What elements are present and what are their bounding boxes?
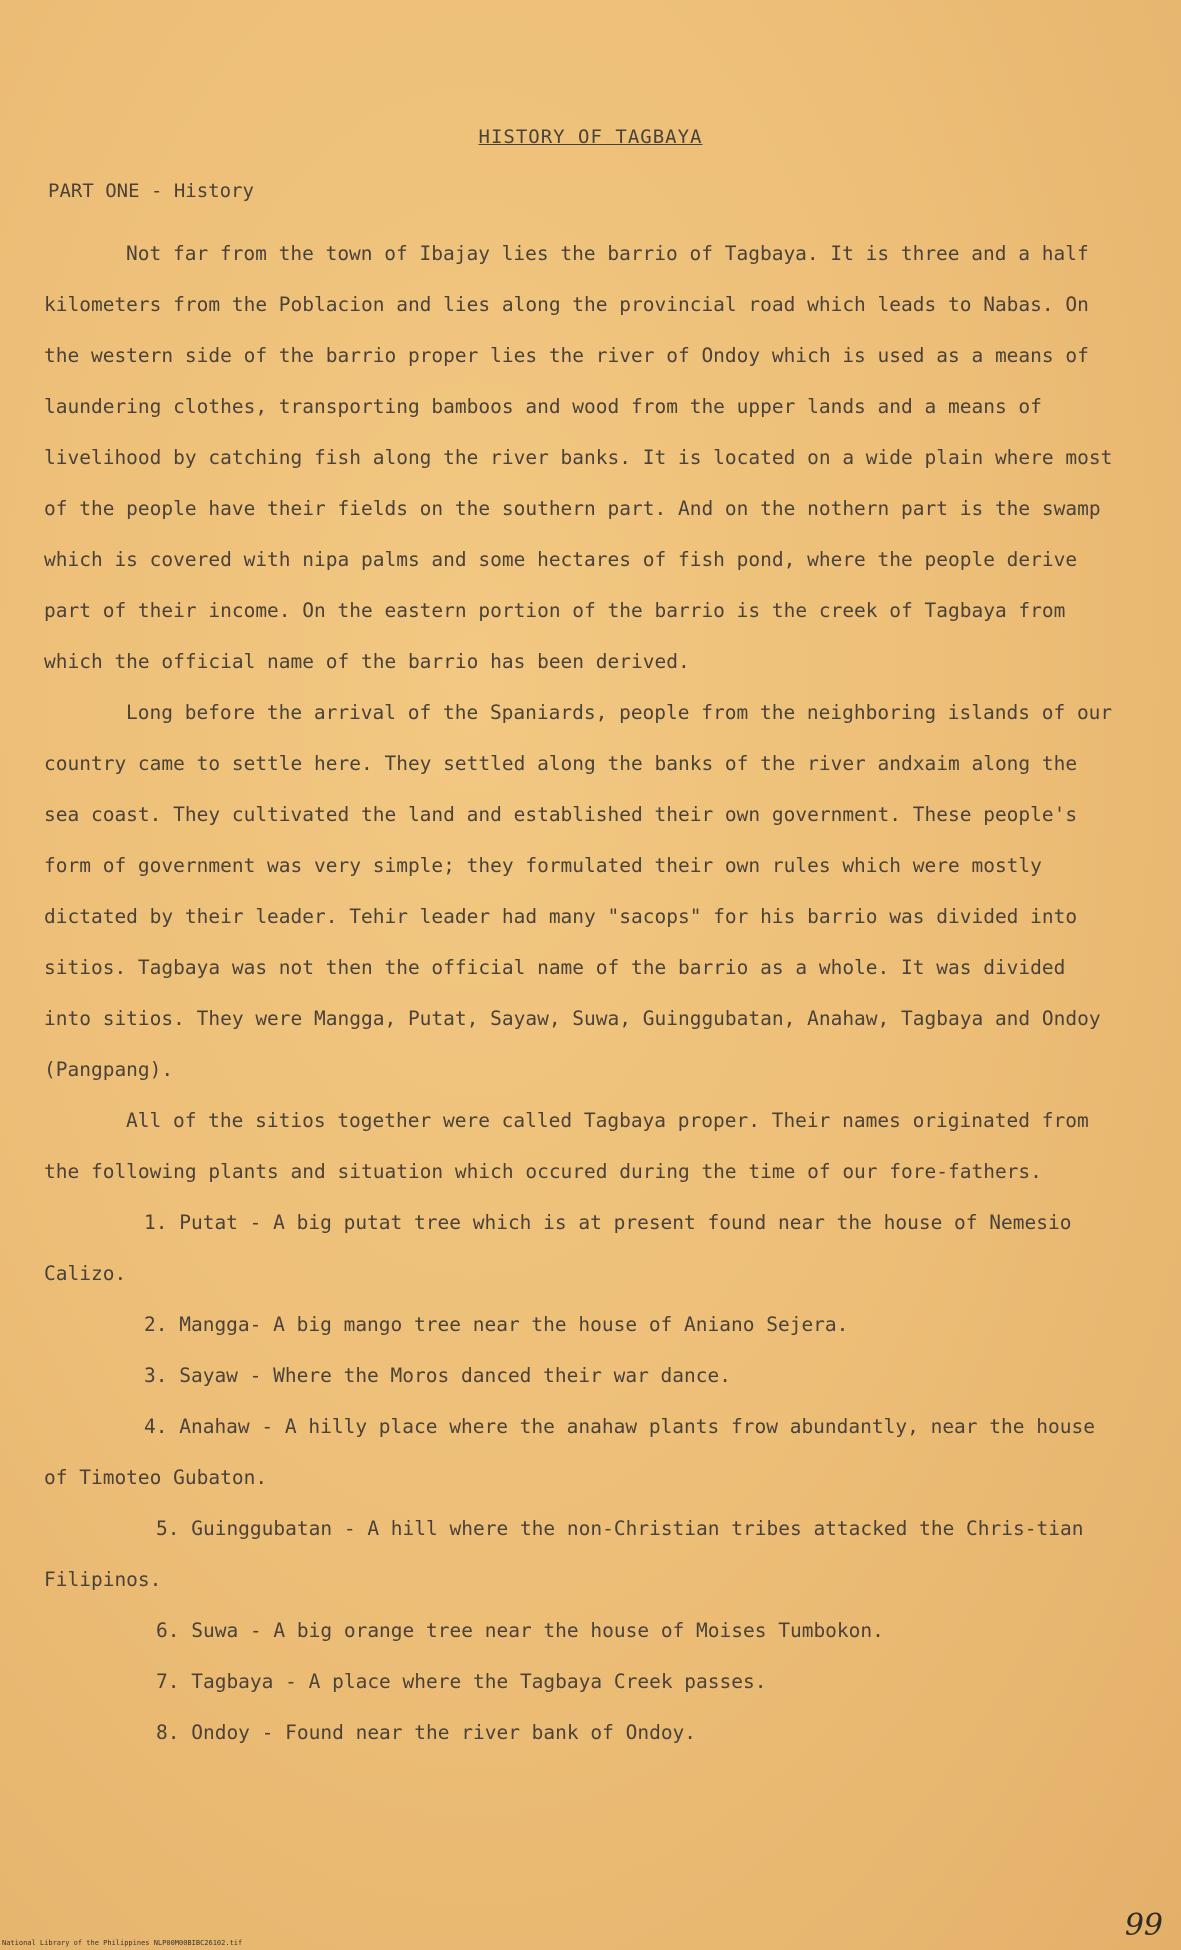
archive-stamp: National Library of the Philippines NLP00M00BIBC26102.tif bbox=[2, 1939, 243, 1947]
paragraph: Long before the arrival of the Spaniards, people from the neighboring islands of our country came to settle here. They settled along the banks of the river andxaim along the sea coast. They cultivated the land and established their own government. These people's form of government was very simple; they formulated their own rules which were mostly dictated by their leader. Tehir leader had many "sacops" for his barrio was divided into sitios. Tagbaya was not then the official name of the barrio as a whole. It was divided into sitios. They were Mangga, Putat, Sayaw, Suwa, Guinggubatan, Anahaw, Tagbaya and Ondoy (Pangpang). bbox=[44, 701, 1113, 1081]
list-item: 1. Putat - A big putat tree which is at present found near the house of Nemesio Calizo. bbox=[44, 1211, 1072, 1285]
list-item: 7. Tagbaya - A place where the Tagbaya Creek passes. bbox=[156, 1670, 767, 1693]
list-item: 5. Guinggubatan - A hill where the non-Christian tribes attacked the Chris-tian Filipinos. bbox=[44, 1517, 1084, 1591]
list-item: 2. Mangga- A big mango tree near the house of Aniano Sejera. bbox=[144, 1313, 849, 1336]
part-heading: PART ONE - History bbox=[48, 180, 254, 202]
list-item: 8. Ondoy - Found near the river bank of Ondoy. bbox=[156, 1721, 697, 1744]
paragraph: Not far from the town of Ibajay lies the barrio of Tagbaya. It is three and a half kilometers from the Poblacion and lies along the provincial road which leads to Nabas. On the western side of the barrio proper lies the river of Ondoy which is used as a means of laundering clothes, transporting bamboos and wood from the upper lands and a means of livelihood by catching fish along the river banks. It is located on a wide plain where most of the people have their fields on the southern part. And on the nothern part is the swamp which is covered with nipa palms and some hectares of fish pond, where the people derive part of their income. On the eastern portion of the barrio is the creek of Tagbaya from which the official name of the barrio has been derived. bbox=[44, 242, 1113, 673]
page-number: 99 bbox=[1124, 1908, 1163, 1943]
paragraph: All of the sitios together were called Tagbaya proper. Their names originated from the following plants and situation which occured during the time of our fore-fathers. bbox=[44, 1109, 1089, 1183]
page-title: HISTORY OF TAGBAYA bbox=[478, 126, 703, 148]
list-item: 4. Anahaw - A hilly place where the anahaw plants frow abundantly, near the house of Timoteo Gubaton. bbox=[44, 1415, 1095, 1489]
list-item: 6. Suwa - A big orange tree near the house of Moises Tumbokon. bbox=[156, 1619, 884, 1642]
document-body bbox=[44, 228, 1124, 1758]
list-item: 3. Sayaw - Where the Moros danced their war dance. bbox=[144, 1364, 731, 1387]
